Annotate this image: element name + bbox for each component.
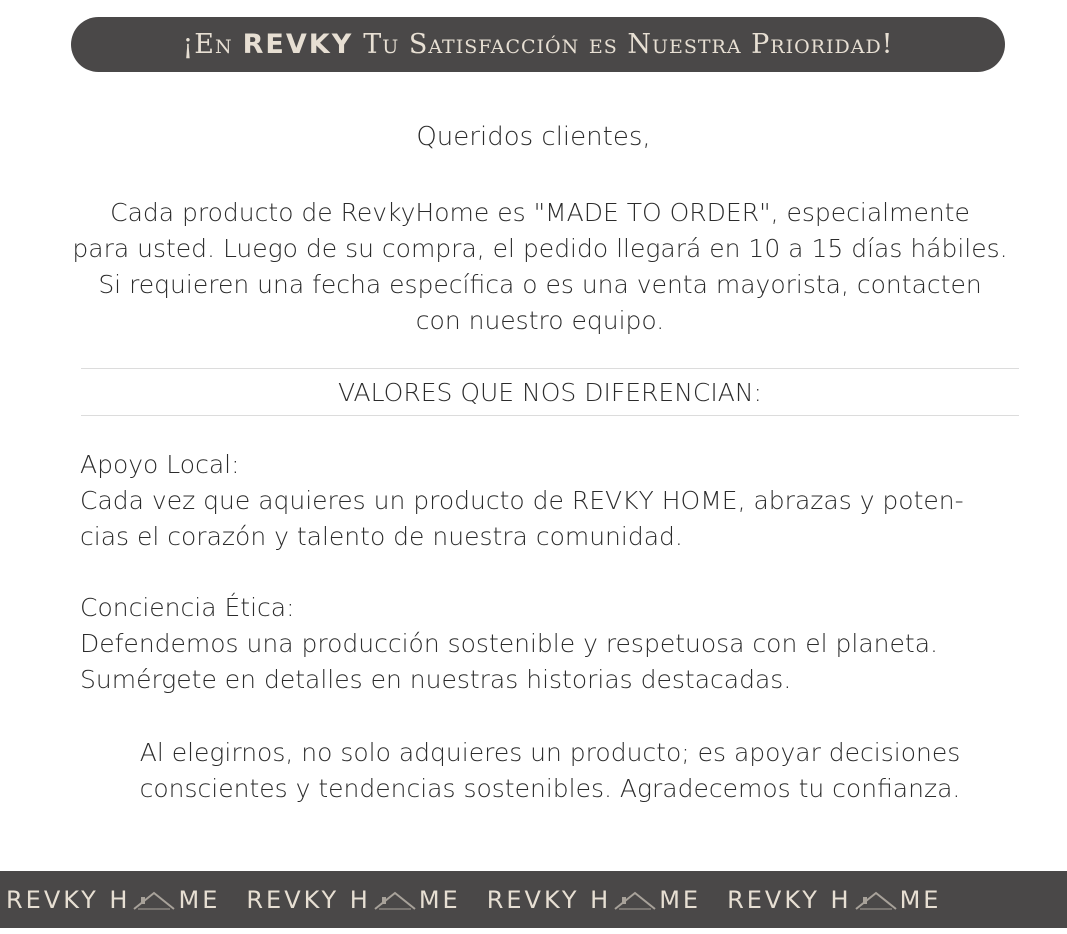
intro-line: Cada producto de RevkyHome es "MADE TO ORDER", especialmente bbox=[110, 198, 970, 227]
footer-logo-right: ME bbox=[659, 885, 702, 914]
footer-logo bbox=[487, 886, 701, 914]
intro-paragraph bbox=[70, 195, 1010, 339]
closing-paragraph bbox=[60, 735, 1040, 807]
greeting: Queridos clientes, bbox=[416, 122, 651, 152]
values-title-text: VALORES QUE NOS DIFERENCIAN: bbox=[338, 377, 762, 407]
intro-line: con nuestro equipo. bbox=[415, 306, 665, 335]
value-line: Defendemos una producción sostenible y respetuosa con el planeta. bbox=[80, 629, 938, 658]
footer-logo-track bbox=[0, 886, 967, 914]
value-conciencia-etica bbox=[80, 590, 1020, 698]
footer-logo-left: REVKY H bbox=[246, 885, 371, 914]
value-title: Apoyo Local: bbox=[80, 450, 240, 479]
footer-logo-right: ME bbox=[418, 885, 461, 914]
banner-prefix: ¡En bbox=[182, 29, 233, 60]
header-banner bbox=[71, 17, 1005, 72]
footer-logo-left: REVKY H bbox=[727, 885, 852, 914]
footer-logo-left: REVKY H bbox=[486, 885, 612, 914]
footer-logo-band bbox=[0, 871, 1067, 928]
banner-brand: REVKY bbox=[242, 29, 354, 60]
footer-logo-right: ME bbox=[899, 885, 942, 914]
values-section-title bbox=[81, 368, 1019, 416]
closing-line: conscientes y tendencias sostenibles. Agradecemos tu confianza. bbox=[139, 774, 961, 803]
intro-line: para usted. Luego de su compra, el pedido llegará en 10 a 15 días hábiles. bbox=[72, 234, 1008, 263]
house-roof-icon bbox=[373, 889, 417, 911]
value-line: Cada vez que aquieres un producto de REVKY HOME, abrazas y poten- bbox=[80, 486, 964, 515]
house-roof-icon bbox=[132, 889, 176, 911]
house-roof-icon bbox=[613, 889, 657, 911]
footer-logo-left: REVKY H bbox=[6, 885, 131, 914]
value-apoyo-local bbox=[80, 447, 1020, 555]
banner-suffix: Tu Satisfacción es Nuestra Prioridad! bbox=[363, 29, 894, 60]
value-line: cias el corazón y talento de nuestra comunidad. bbox=[80, 522, 683, 551]
value-title: Conciencia Ética: bbox=[80, 593, 295, 622]
value-line: Sumérgete en detalles en nuestras historias destacadas. bbox=[80, 665, 792, 694]
footer-logo-right: ME bbox=[178, 885, 221, 914]
house-roof-icon bbox=[854, 889, 898, 911]
footer-logo bbox=[727, 886, 941, 914]
footer-logo bbox=[6, 886, 220, 914]
closing-line: Al elegirnos, no solo adquieres un producto; es apoyar decisiones bbox=[139, 738, 961, 767]
intro-line: Si requieren una fecha específica o es una venta mayorista, contacten bbox=[98, 270, 982, 299]
footer-logo bbox=[246, 886, 460, 914]
